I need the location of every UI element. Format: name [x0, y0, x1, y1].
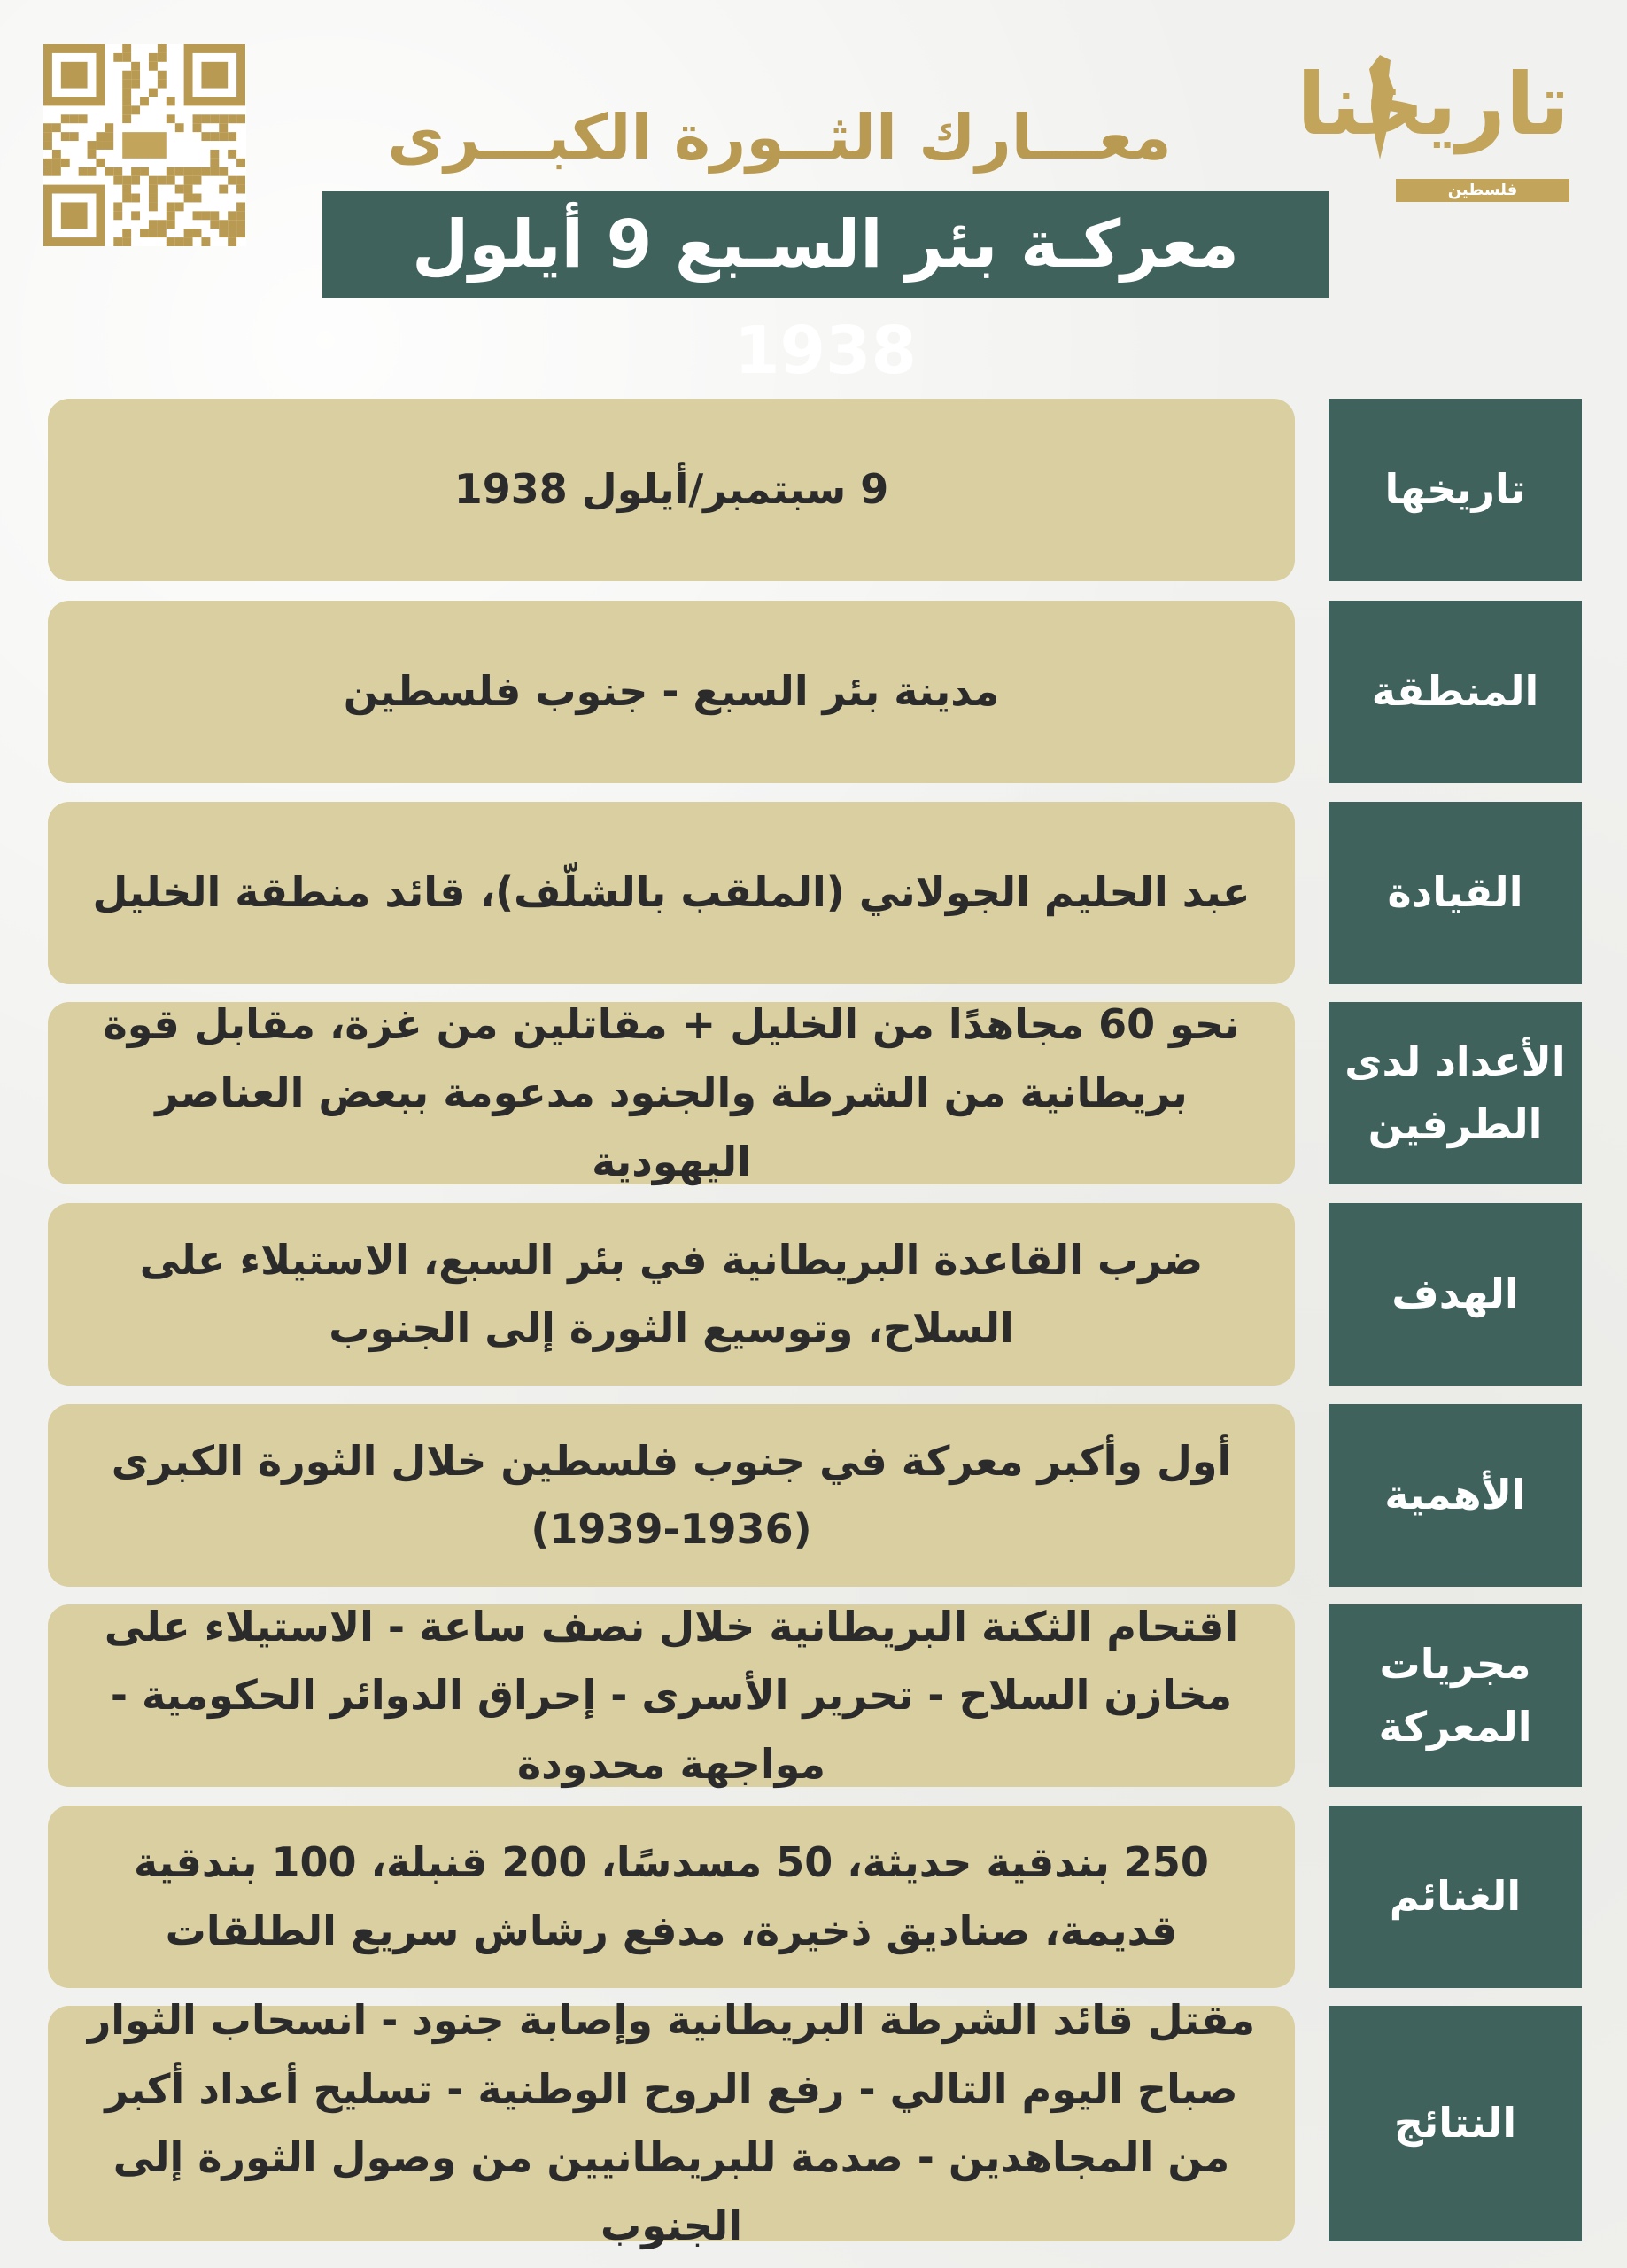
logo-subtitle: فلسطين	[1396, 179, 1569, 202]
row-value-results: مقتل قائد الشرطة البريطانية وإصابة جنود - انسحاب الثوار صباح اليوم التالي - رفع الروح الوطنية - تسليح أعداد أكبر من المجاهدين - صدمة للبريطانيين من وصول الثورة إلى الجنوب	[48, 2006, 1295, 2241]
row-value-forces: نحو 60 مجاهدًا من الخليل + مقاتلين من غزة، مقابل قوة بريطانية من الشرطة والجنود مدعومة ببعض العناصر اليهودية	[48, 1002, 1295, 1184]
series-title: معـــارك الثــورة الكبـــرى	[387, 101, 1172, 174]
row-label-date: تاريخها	[1329, 399, 1582, 581]
row-label-events: مجريات المعركة	[1329, 1604, 1582, 1787]
row-label-leadership: القيادة	[1329, 802, 1582, 984]
row-label-region: المنطقة	[1329, 601, 1582, 783]
row-value-spoils: 250 بندقية حديثة، 50 مسدسًا، 200 قنبلة، 100 بندقية قديمة، صناديق ذخيرة، مدفع رشاش سريع الطلقات	[48, 1806, 1295, 1988]
row-label-forces: الأعداد لدى الطرفين	[1329, 1002, 1582, 1184]
row-label-results: النتائج	[1329, 2006, 1582, 2241]
row-label-importance: الأهمية	[1329, 1404, 1582, 1587]
battle-title: معركـة بئر السـبع 9 أيلول 1938	[322, 191, 1329, 298]
logo-wordmark: تاريخنا	[1297, 55, 1569, 154]
row-value-events: اقتحام الثكنة البريطانية خلال نصف ساعة - الاستيلاء على مخازن السلاح - تحرير الأسرى - إحراق الدوائر الحكومية - مواجهة محدودة	[48, 1604, 1295, 1787]
row-value-goal: ضرب القاعدة البريطانية في بئر السبع، الاستيلاء على السلاح، وتوسيع الثورة إلى الجنوب	[48, 1203, 1295, 1386]
row-value-date: 9 سبتمبر/أيلول 1938	[48, 399, 1295, 581]
row-label-spoils: الغنائم	[1329, 1806, 1582, 1988]
row-value-leadership: عبد الحليم الجولاني (الملقب بالشلّف)، قائد منطقة الخليل	[48, 802, 1295, 984]
row-value-region: مدينة بئر السبع - جنوب فلسطين	[48, 601, 1295, 783]
row-label-goal: الهدف	[1329, 1203, 1582, 1386]
row-value-importance: أول وأكبر معركة في جنوب فلسطين خلال الثورة الكبرى (1936-1939)	[48, 1404, 1295, 1587]
